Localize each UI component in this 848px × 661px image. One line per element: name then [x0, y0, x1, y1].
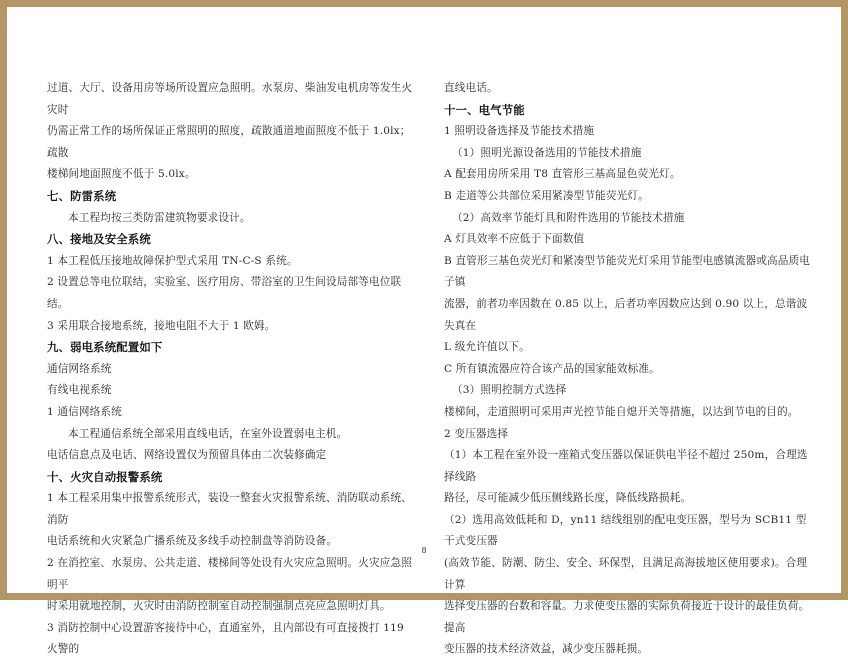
text-line: 电话系统和火灾紧急广播系统及多线手动控制盘等消防设备。 — [47, 535, 338, 548]
text-line: 2 在消控室、水泵房、公共走道、楼梯间等处设有火灾应急照明。火灾应急照明平 — [47, 557, 412, 591]
text-line: 仍需正常工作的场所保证正常照明的照度，疏散通道地面照度不低于 1.0lx；疏散 — [47, 125, 411, 159]
text-line: 1 照明设备选择及节能技术措施 — [444, 125, 595, 138]
section-heading: 八、接地及安全系统 — [47, 232, 151, 247]
text-line: 电话信息点及电话、网络设置仅为预留具体由二次装修确定 — [47, 449, 327, 462]
text-line: 路径，尽可能减少低压侧线路长度，降低线路损耗。 — [444, 492, 692, 505]
text-line: 变压器的技术经济效益，减少变压器耗损。 — [444, 643, 649, 656]
text-line: （1）照明光源设备选用的节能技术措施 — [452, 146, 642, 159]
text-line: 1 通信网络系统 — [47, 405, 122, 418]
text-line: 本工程均按三类防雷建筑物要求设计。 — [68, 211, 251, 224]
text-line: 流器，前者功率因数在 0.85 以上，后者功率因数应达到 0.90 以上，总谐波失真在 — [444, 297, 808, 332]
text-line: C 所有镇流器应符合该产品的国家能效标准。 — [444, 362, 660, 375]
text-line: 选择变压器的台数和容量。力求使变压器的实际负荷接近于设计的最佳负荷。提高 — [444, 600, 810, 634]
text-line: （1）本工程在室外设一座箱式变压器以保证供电半径不超过 250m，合理选择线路 — [444, 449, 808, 483]
text-line: 3 采用联合接地系统，接地电阻不大于 1 欧姆。 — [47, 319, 276, 332]
text-line: 2 变压器选择 — [444, 427, 509, 440]
text-line: 过道、大厅、设备用房等场所设置应急照明。水泵房、柴油发电机房等发生火灾时 — [47, 82, 413, 116]
text-line: B 走道等公共部位采用紧凑型节能荧光灯。 — [444, 189, 649, 202]
text-line: （2）选用高效低耗和 D，yn11 结线组别的配电变压器，型号为 SCB11 型干式变压器 — [444, 513, 807, 548]
text-line: 有线电视系统 — [47, 384, 112, 397]
text-line: (高效节能、防潮、防尘、安全、环保型，且满足高海拔地区使用要求)。合理计算 — [444, 557, 808, 591]
text-line: 本工程通信系统全部采用直线电话，在室外设置弱电主机。 — [68, 427, 348, 440]
text-line: 1 本工程低压接地故障保护型式采用 TN-C-S 系统。 — [47, 254, 298, 267]
text-line: 楼梯间地面照度不低于 5.0lx。 — [47, 168, 196, 181]
right-text-column — [444, 78, 812, 661]
section-heading: 十、火灾自动报警系统 — [47, 469, 163, 484]
text-line: B 直管形三基色荧光灯和紧凑型节能荧光灯采用节能型电感镇流器或高品质电子镇 — [444, 254, 810, 289]
text-line: （3）照明控制方式选择 — [452, 384, 567, 397]
text-line: 直线电话。 — [444, 82, 498, 94]
text-line: 2 设置总等电位联结，实验室、医疗用房、带浴室的卫生间设局部等电位联结。 — [47, 276, 402, 310]
left-text-column — [47, 78, 417, 661]
section-heading: 十一、电气节能 — [444, 102, 525, 117]
text-line: （2）高效率节能灯具和附件选用的节能技术措施 — [452, 211, 685, 224]
text-line: 楼梯间，走道照明可采用声光控节能自熄开关等措施，以达到节电的目的。 — [444, 405, 799, 418]
text-line: 3 消防控制中心设置游客接待中心，直通室外，且内部设有可直接拨打 119 火警的 — [47, 621, 404, 656]
section-heading: 七、防雷系统 — [47, 188, 117, 203]
text-line: 通信网络系统 — [47, 362, 112, 375]
text-line: 时采用就地控制，火灾时由消防控制室自动控制强制点亮应急照明灯具。 — [47, 600, 391, 613]
text-line: L 级允许值以下。 — [444, 341, 530, 354]
text-line: A 灯具效率不应低于下面数值 — [444, 233, 585, 246]
page-number: 8 — [421, 546, 427, 555]
section-heading: 九、弱电系统配置如下 — [47, 340, 163, 355]
text-line: A 配套用房所采用 T8 直管形三基高显色荧光灯。 — [444, 168, 681, 181]
text-line: 1 本工程采用集中报警系统形式，装设一整套火灾报警系统、消防联动系统、消防 — [47, 492, 412, 526]
